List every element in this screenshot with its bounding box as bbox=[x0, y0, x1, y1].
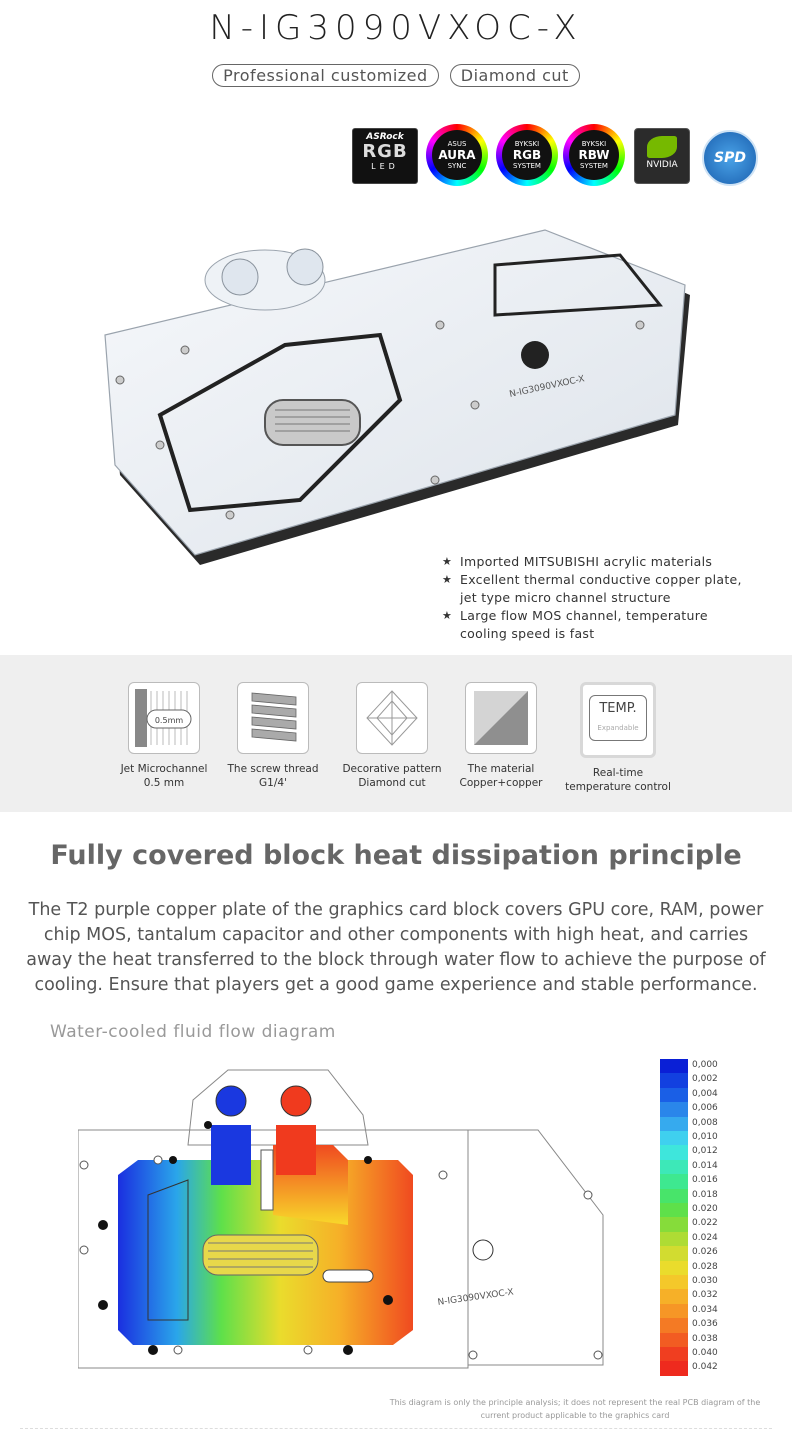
bykski-rbw-logo: BYKSKI RBW SYSTEM bbox=[563, 124, 625, 186]
scale-swatch bbox=[660, 1246, 688, 1261]
scale-swatch bbox=[660, 1347, 688, 1362]
scale-swatch bbox=[660, 1217, 688, 1232]
color-scale-legend bbox=[660, 1059, 770, 1384]
block-engraving: N-IG3090VXOC-X bbox=[508, 374, 586, 400]
scale-label: 0,004 bbox=[692, 1088, 718, 1099]
scale-swatch bbox=[660, 1318, 688, 1333]
scale-swatch bbox=[660, 1160, 688, 1175]
scale-swatch bbox=[660, 1275, 688, 1290]
scale-label: 0.038 bbox=[692, 1333, 718, 1344]
product-title: N-IG3090VXOC-X bbox=[209, 8, 583, 48]
aura-sync-logo: ASUS AURA SYNC bbox=[426, 124, 488, 186]
scale-swatch bbox=[660, 1261, 688, 1276]
feature-list bbox=[442, 553, 752, 643]
scale-label: 0,008 bbox=[692, 1117, 718, 1128]
temp-icon: TEMP. Expandable bbox=[580, 682, 656, 758]
water-block-image bbox=[100, 225, 700, 580]
scale-label: 0.034 bbox=[692, 1304, 718, 1315]
scale-label: 0,006 bbox=[692, 1103, 718, 1114]
scale-label: 0.020 bbox=[692, 1204, 718, 1214]
bykski-rgb-logo: BYKSKI RGB SYSTEM bbox=[496, 124, 558, 186]
flow-diagram-title: Water-cooled fluid flow diagram bbox=[50, 1022, 336, 1042]
spec-microchannel: 0.5mm Jet Microchannel 0.5 mm bbox=[109, 682, 219, 790]
screw-thread-icon bbox=[237, 682, 309, 754]
scale-label: 0.032 bbox=[692, 1290, 718, 1301]
tag-professional: Professional customized bbox=[212, 64, 439, 87]
divider bbox=[20, 1428, 772, 1429]
scale-label: 0.028 bbox=[692, 1261, 718, 1272]
spec-material: The material Copper+copper bbox=[446, 682, 556, 790]
scale-label: 0.014 bbox=[692, 1160, 718, 1171]
scale-swatch bbox=[660, 1102, 688, 1117]
scale-label: 0.016 bbox=[692, 1175, 718, 1186]
scale-label: 0.036 bbox=[692, 1319, 718, 1330]
scale-label: 0.040 bbox=[692, 1348, 718, 1358]
scale-swatch bbox=[660, 1073, 688, 1088]
scale-label: 0.030 bbox=[692, 1276, 718, 1286]
scale-swatch bbox=[660, 1361, 688, 1376]
svg-text:0.5mm: 0.5mm bbox=[154, 716, 184, 725]
scale-swatch bbox=[660, 1333, 688, 1348]
scale-swatch bbox=[660, 1088, 688, 1103]
spec-screw-thread: The screw thread G1/4' bbox=[218, 682, 328, 790]
spec-band bbox=[0, 655, 792, 812]
scale-label: 0.042 bbox=[692, 1362, 718, 1373]
scale-label: 0.022 bbox=[692, 1218, 718, 1229]
scale-label: 0,010 bbox=[692, 1132, 718, 1142]
scale-swatch bbox=[660, 1174, 688, 1189]
scale-label: 0,002 bbox=[692, 1074, 718, 1085]
spec-temperature: TEMP. Expandable Real-time temperature control bbox=[563, 682, 673, 794]
scale-label: 0,012 bbox=[692, 1146, 718, 1157]
scale-label: 0,000 bbox=[692, 1060, 718, 1070]
scale-swatch bbox=[660, 1232, 688, 1247]
microchannel-icon bbox=[128, 682, 200, 754]
feature-item: ★ Imported MITSUBISHI acrylic materials bbox=[442, 553, 752, 571]
diagram-note: This diagram is only the principle analysis; it does not represent the real PCB diagram of the current product applicable to the graphics card bbox=[389, 1398, 761, 1420]
nvidia-logo: NVIDIA bbox=[634, 128, 690, 184]
scale-swatch bbox=[660, 1189, 688, 1204]
feature-item: ★ Excellent thermal conductive copper plate, jet type micro channel structure bbox=[442, 571, 752, 607]
tag-diamond: Diamond cut bbox=[450, 64, 580, 87]
diagram-label: N-IG3090VXOC-X bbox=[437, 1287, 515, 1308]
diamond-icon bbox=[356, 682, 428, 754]
spd-logo: SPD bbox=[702, 130, 758, 186]
section-paragraph: The T2 purple copper plate of the graphics card block covers GPU core, RAM, power chip MOS, tantalum capacitor and other components with high heat, and carries away the heat transferred to the block through water flow to achieve the purpose of cooling. Ensure that players get a good game experience and stable performance. bbox=[26, 900, 766, 995]
compatibility-logos bbox=[352, 128, 772, 186]
asrock-rgb-logo: ASRock RGB LED bbox=[352, 128, 418, 184]
scale-swatch bbox=[660, 1145, 688, 1160]
feature-item: ★ Large flow MOS channel, temperature cooling speed is fast bbox=[442, 607, 752, 643]
scale-swatch bbox=[660, 1304, 688, 1319]
scale-label: 0.026 bbox=[692, 1247, 718, 1258]
tag-row bbox=[0, 64, 792, 87]
scale-swatch bbox=[660, 1117, 688, 1132]
scale-swatch bbox=[660, 1203, 688, 1218]
scale-label: 0.018 bbox=[692, 1189, 718, 1200]
nvidia-eye-icon bbox=[647, 136, 677, 158]
section-heading: Fully covered block heat dissipation principle bbox=[50, 840, 742, 871]
material-icon bbox=[465, 682, 537, 754]
scale-label: 0.024 bbox=[692, 1232, 718, 1243]
spec-diamond-cut: Decorative pattern Diamond cut bbox=[337, 682, 447, 790]
flow-diagram bbox=[78, 1065, 608, 1380]
scale-swatch bbox=[660, 1131, 688, 1146]
scale-swatch bbox=[660, 1289, 688, 1304]
scale-swatch bbox=[660, 1059, 688, 1074]
